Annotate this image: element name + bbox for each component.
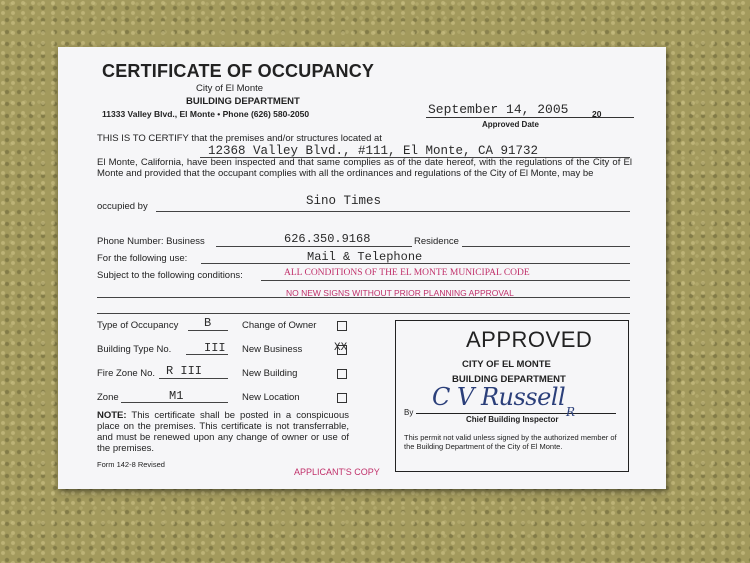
residence-line [462, 246, 630, 247]
certificate-title: CERTIFICATE OF OCCUPANCY [102, 61, 375, 81]
conditions-label: Subject to the following conditions: [97, 270, 243, 281]
occupied-by-label: occupied by [97, 201, 148, 212]
inspector-signature: C V Russell [432, 383, 566, 411]
occupancy-type-label: Type of Occupancy [97, 320, 179, 331]
signature-line [416, 413, 616, 414]
approved-date-caption: Approved Date [482, 120, 539, 129]
signer-title: Chief Building Inspector [466, 415, 559, 424]
new-building-checkbox[interactable] [337, 369, 347, 379]
department-address: 11333 Valley Blvd., El Monte • Phone (626) 580-2050 [102, 109, 310, 119]
conditions-line-1 [261, 280, 630, 281]
phone-label: Phone Number: Business [97, 236, 205, 247]
approved-stamp: APPROVED [466, 327, 593, 352]
posting-note [97, 410, 349, 454]
validity-note: This permit not valid unless signed by the authorized member of the Building Department of the City of El Monte. [404, 433, 617, 451]
building-type-label: Building Type No. [97, 344, 172, 355]
change-of-owner-label: Change of Owner [242, 320, 317, 331]
signature-initial: R [566, 405, 576, 419]
occupancy-type-value: B [204, 316, 212, 330]
use-label: For the following use: [97, 253, 188, 264]
approval-department: BUILDING DEPARTMENT [452, 374, 566, 385]
note-label: NOTE: [97, 410, 127, 421]
use-value: Mail & Telephone [307, 250, 423, 264]
new-location-label: New Location [242, 392, 300, 403]
new-business-label: New Business [242, 344, 303, 355]
approval-stamp-box [395, 320, 629, 472]
phone-line [216, 246, 412, 247]
form-number: Form 142-8 Revised [97, 460, 165, 469]
condition-stamp-2: NO NEW SIGNS WITHOUT PRIOR PLANNING APPROVAL [286, 288, 514, 298]
applicants-copy-label: APPLICANT'S COPY [294, 467, 380, 477]
new-business-mark: XX [334, 342, 348, 354]
fire-zone-label: Fire Zone No. [97, 368, 156, 379]
note-text: This certificate shall be posted in a conspicuous place on the premises. This certificate is not transferrable, and must be renewed upon any change of owner or use of the premises. [97, 410, 350, 454]
certificate-paragraph: El Monte, California, have been inspected and that same complies as of the date hereof, with the regulations of the City of El Monte and provided that the occupant complies with all the ordinances and regulations of the City of El Monte, may be [97, 157, 632, 179]
condition-stamp-1: ALL CONDITIONS OF THE EL MONTE MUNICIPAL CODE [284, 268, 530, 278]
building-type-value: III [204, 341, 226, 355]
occupied-by-value: Sino Times [306, 194, 382, 208]
zone-label: Zone [97, 392, 119, 403]
issuing-department: BUILDING DEPARTMENT [186, 96, 300, 107]
conditions-line-3 [97, 313, 630, 314]
fire-zone-line [159, 378, 228, 379]
zone-value: M1 [169, 389, 184, 403]
premises-address: 12368 Valley Blvd., #111, El Monte, CA 91732 [208, 144, 539, 158]
new-location-checkbox[interactable] [337, 393, 347, 403]
residence-label: Residence [414, 236, 459, 247]
fire-zone-value: R III [166, 364, 203, 378]
change-of-owner-checkbox[interactable] [337, 321, 347, 331]
certify-text: THIS IS TO CERTIFY that the premises and/or structures located at [97, 133, 382, 144]
approval-city: CITY OF EL MONTE [462, 359, 551, 370]
date-line [426, 117, 634, 118]
occupancy-type-line [188, 330, 228, 331]
issuing-city: City of El Monte [196, 83, 264, 94]
year-prefix: 20 [592, 109, 602, 119]
certificate-card [58, 47, 666, 489]
by-label: By [404, 408, 414, 417]
phone-value: 626.350.9168 [284, 232, 371, 246]
occupied-by-line [156, 211, 630, 212]
approved-date-value: September 14, 2005 [428, 102, 569, 117]
new-building-label: New Building [242, 368, 298, 379]
